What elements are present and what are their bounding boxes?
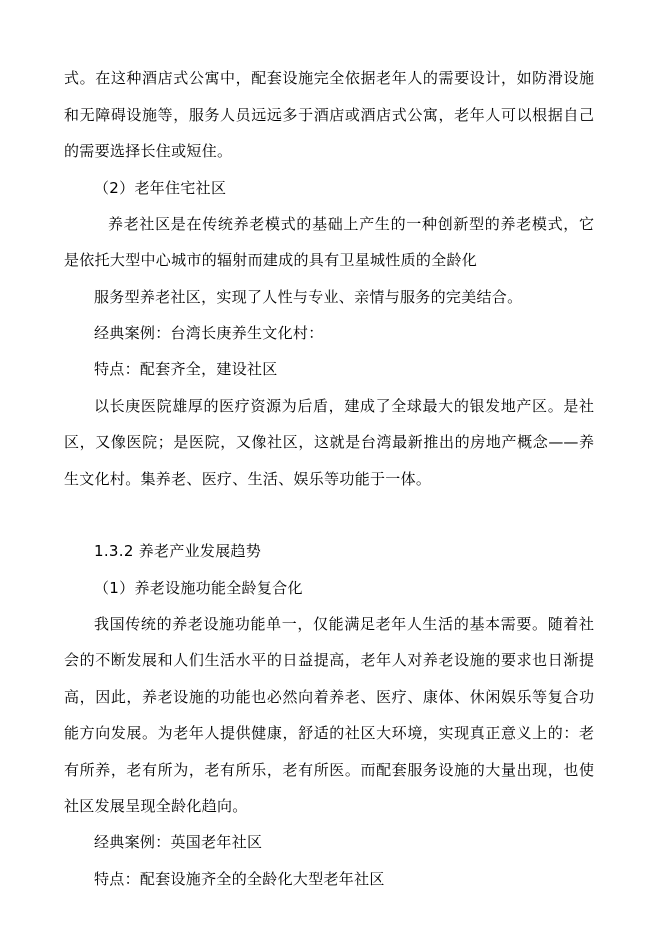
paragraph-line: 和无障碍设施等，服务人员远远多于酒店或酒店式公寓，老年人可以根据自己	[64, 106, 594, 124]
paragraph-line: 高，因此，养老设施的功能也必然向着养老、医疗、康体、休闲娱乐等复合功	[64, 688, 594, 706]
paragraph-line: 能方向发展。为老年人提供健康，舒适的社区大环境，实现真正意义上的：老	[64, 724, 594, 742]
feature-label: 特点：配套齐全，建设社区	[94, 360, 278, 378]
paragraph-line: 有所养，老有所为，老有所乐，老有所医。而配套服务设施的大量出现，也使	[64, 761, 594, 779]
paragraph-line: 会的不断发展和人们生活水平的日益提高，老年人对养老设施的要求也日渐提	[64, 651, 594, 669]
paragraph-line: 式。在这种酒店式公寓中，配套设施完全依据老年人的需要设计，如防滑设施	[64, 69, 594, 87]
paragraph-line: 社区发展呈现全龄化趋向。	[64, 797, 248, 815]
paragraph-line: 以长庚医院雄厚的医疗资源为后盾，建成了全球最大的银发地产区。是社	[94, 397, 594, 415]
paragraph-line: 的需要选择长住或短住。	[64, 142, 233, 160]
paragraph-line: 养老社区是在传统养老模式的基础上产生的一种创新型的养老模式，它	[108, 215, 594, 233]
paragraph-line: 是依托大型中心城市的辐射而建成的具有卫星城性质的全龄化	[64, 251, 478, 269]
subsection-title: 1.3.2 养老产业发展趋势	[94, 542, 262, 560]
paragraph-line: 区，又像医院；是医院，又像社区，这就是台湾最新推出的房地产概念——养	[64, 433, 594, 451]
feature-label: 特点：配套设施齐全的全龄化大型老年社区	[94, 870, 385, 888]
section-heading: （2）老年住宅社区	[94, 179, 227, 197]
case-label: 经典案例：英国老年社区	[94, 833, 263, 851]
case-label: 经典案例：台湾长庚养生文化村：	[94, 324, 324, 342]
paragraph-line: 我国传统的养老设施功能单一，仅能满足老年人生活的基本需要。随着社	[94, 615, 594, 633]
paragraph-line: 生文化村。集养老、医疗、生活、娱乐等功能于一体。	[64, 470, 432, 488]
section-heading: （1）养老设施功能全龄复合化	[94, 579, 303, 597]
paragraph-line: 服务型养老社区，实现了人性与专业、亲情与服务的完美结合。	[94, 288, 523, 306]
